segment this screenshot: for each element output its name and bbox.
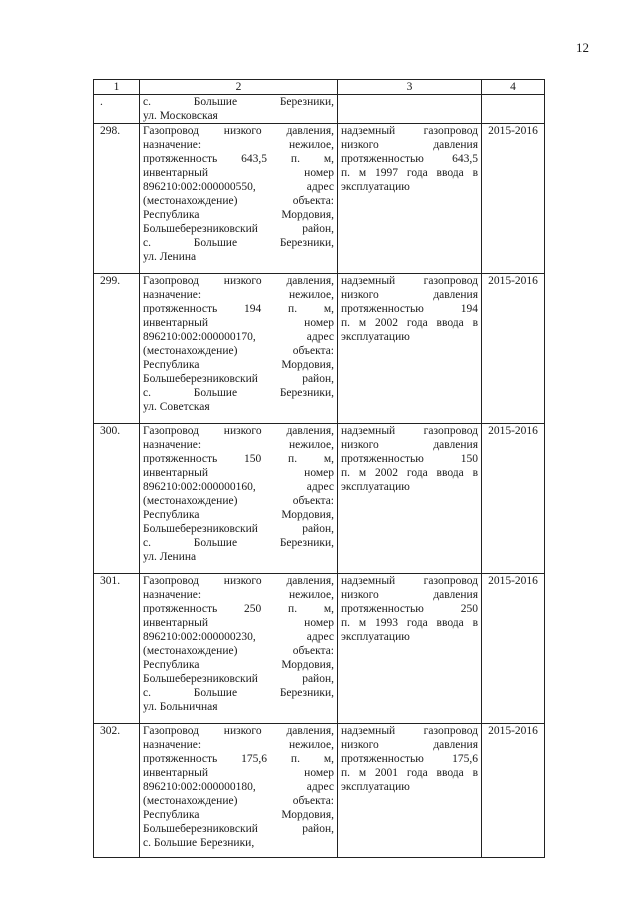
object-description: Газопровод низкого давления, назначение: нежилое, протяженность 250 п. м, инвентарный номер 896210:002:000000230, адрес (местонахождение) объекта: Республика Мордовия, Большеберезниковский район, с. Большие Березники, ул. Больничная	[140, 574, 338, 724]
object-description: Газопровод низкого давления, назначение: нежилое, протяженность 194 п. м, инвентарный номер 896210:002:000000170, адрес (местонахождение) объекта: Республика Мордовия, Большеберезниковский район, с. Большие Березники, ул. Советская	[140, 274, 338, 424]
column-header: 1	[94, 80, 140, 95]
object-description: Газопровод низкого давления, назначение: нежилое, протяженность 643,5 п. м, инвентарный номер 896210:002:000000550, адрес (местонахождение) объекта: Республика Мордовия, Большеберезниковский район, с. Большие Березники, ул. Ленина	[140, 124, 338, 274]
object-status	[338, 95, 482, 124]
object-status: надземный газопровод низкого давления протяженностью 150 п. м 2002 года ввода в эксплуатацию	[338, 424, 482, 574]
row-number: 301.	[94, 574, 140, 724]
work-period: 2015-2016	[482, 274, 545, 424]
object-status: надземный газопровод низкого давления протяженностью 194 п. м 2002 года ввода в эксплуатацию	[338, 274, 482, 424]
object-status: надземный газопровод низкого давления протяженностью 175,6 п. м 2001 года ввода в эксплуатацию	[338, 724, 482, 858]
table-row	[94, 274, 545, 424]
row-number: 302.	[94, 724, 140, 858]
table-row	[94, 124, 545, 274]
row-number: 299.	[94, 274, 140, 424]
page-number: 12	[576, 40, 589, 55]
row-number: .	[94, 95, 140, 124]
table-row	[94, 424, 545, 574]
work-period: 2015-2016	[482, 574, 545, 724]
property-registry-table	[93, 79, 545, 858]
table-row	[94, 574, 545, 724]
row-number: 300.	[94, 424, 140, 574]
object-status: надземный газопровод низкого давления протяженностью 250 п. м 1993 года ввода в эксплуатацию	[338, 574, 482, 724]
column-header: 4	[482, 80, 545, 95]
object-description: Газопровод низкого давления, назначение: нежилое, протяженность 175,6 п. м, инвентарный номер 896210:002:000000180, адрес (местонахождение) объекта: Республика Мордовия, Большеберезниковский район, с. Большие Березники,	[140, 724, 338, 858]
column-header: 3	[338, 80, 482, 95]
object-status: надземный газопровод низкого давления протяженностью 643,5 п. м 1997 года ввода в эксплуатацию	[338, 124, 482, 274]
work-period: 2015-2016	[482, 724, 545, 858]
work-period	[482, 95, 545, 124]
work-period: 2015-2016	[482, 124, 545, 274]
object-description: с. Большие Березники, ул. Московская	[140, 95, 338, 124]
row-number: 298.	[94, 124, 140, 274]
table-header-row	[94, 80, 545, 95]
object-description: Газопровод низкого давления, назначение: нежилое, протяженность 150 п. м, инвентарный номер 896210:002:000000160, адрес (местонахождение) объекта: Республика Мордовия, Большеберезниковский район, с. Большие Березники, ул. Ленина	[140, 424, 338, 574]
work-period: 2015-2016	[482, 424, 545, 574]
table-row-continuation	[94, 95, 545, 124]
table-row	[94, 724, 545, 858]
column-header: 2	[140, 80, 338, 95]
